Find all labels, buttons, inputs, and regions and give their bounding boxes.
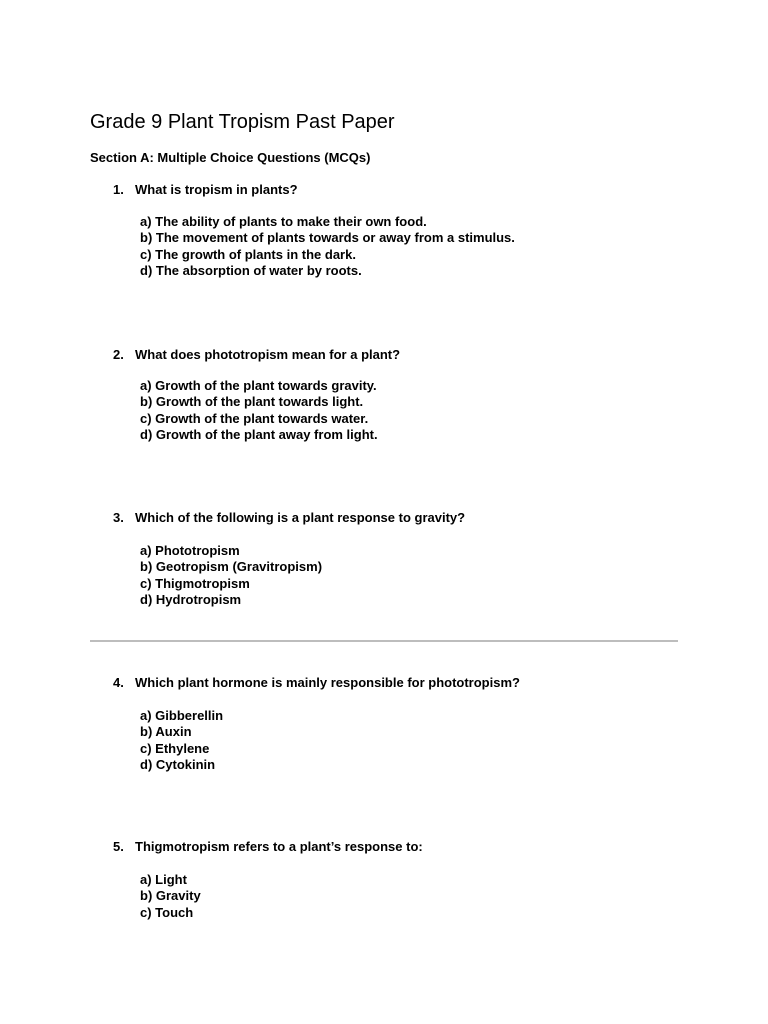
option-c: c) Growth of the plant towards water. — [140, 410, 369, 426]
page-title: Grade 9 Plant Tropism Past Paper — [90, 111, 395, 133]
option-c: c) The growth of plants in the dark. — [140, 246, 356, 262]
option-a: a) Gibberellin — [140, 708, 224, 723]
question-number: 3. — [113, 510, 124, 525]
option-a: a) The ability of plants to make their own food. — [140, 214, 427, 229]
section-heading: Section A: Multiple Choice Questions (MCQs) — [90, 150, 371, 165]
question-5-options — [140, 872, 201, 921]
question-2-options — [140, 378, 378, 443]
option-a: a) Light — [140, 872, 187, 887]
option-d: d) Growth of the plant away from light. — [140, 426, 378, 442]
question-number: 2. — [113, 347, 124, 362]
question-4-options — [140, 708, 223, 773]
question-4 — [113, 675, 520, 690]
option-b: b) The movement of plants towards or away from a stimulus. — [140, 230, 515, 246]
question-1-options — [140, 214, 515, 279]
question-3 — [113, 510, 465, 525]
question-number: 1. — [113, 182, 124, 197]
option-b: b) Growth of the plant towards light. — [140, 394, 364, 410]
option-c: c) Touch — [140, 904, 194, 920]
option-c: c) Ethylene — [140, 740, 210, 756]
option-d: d) Cytokinin — [140, 756, 216, 772]
question-3-options — [140, 543, 322, 608]
option-c: c) Thigmotropism — [140, 575, 250, 591]
question-text: Which plant hormone is mainly responsible for phototropism? — [135, 675, 520, 690]
page-divider — [90, 640, 678, 642]
question-5 — [113, 839, 423, 854]
option-d: d) The absorption of water by roots. — [140, 262, 362, 278]
question-number: 5. — [113, 839, 124, 854]
question-text: What is tropism in plants? — [135, 182, 298, 197]
question-number: 4. — [113, 675, 124, 690]
option-d: d) Hydrotropism — [140, 591, 242, 607]
question-text: What does phototropism mean for a plant? — [135, 347, 401, 362]
option-a: a) Growth of the plant towards gravity. — [140, 378, 377, 393]
option-b: b) Auxin — [140, 724, 192, 740]
question-1 — [113, 182, 298, 197]
option-b: b) Gravity — [140, 888, 201, 904]
option-b: b) Geotropism (Gravitropism) — [140, 559, 323, 575]
question-2 — [113, 347, 400, 362]
question-text: Thigmotropism refers to a plant’s response to: — [135, 839, 423, 854]
question-text: Which of the following is a plant response to gravity? — [135, 510, 466, 525]
option-a: a) Phototropism — [140, 543, 240, 558]
